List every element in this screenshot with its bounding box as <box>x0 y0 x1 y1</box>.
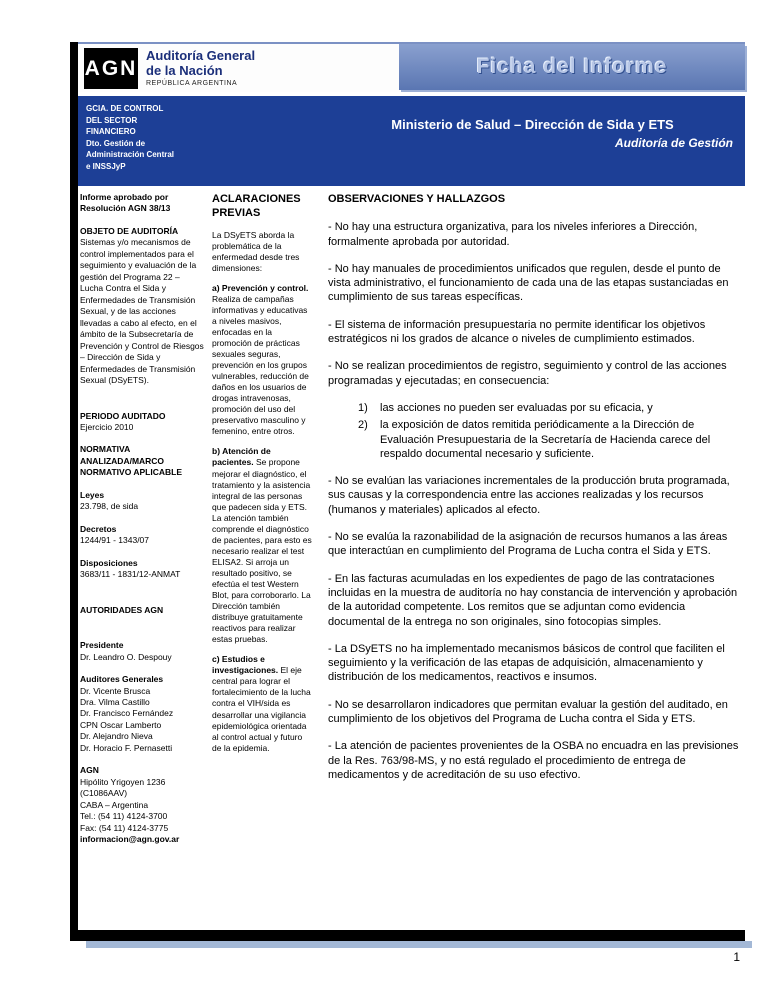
audit-title-block <box>328 117 737 150</box>
auditor-name: Dr. Vicente Brusca <box>80 685 151 696</box>
observation-item: - No hay manuales de procedimientos unificados que regulen, desde el punto de vista administrativo, el funcionamiento de cada una de las etapas sustanciadas en cumplimiento de sus tareas específicas. <box>328 262 729 304</box>
agn-contact-section <box>80 765 204 845</box>
left-sidebar <box>80 192 204 857</box>
org-name-line1: Auditoría General <box>146 48 256 63</box>
content-area <box>80 192 744 857</box>
left-black-strip <box>70 42 78 941</box>
autoridades-title: AUTORIDADES AGN <box>80 604 164 615</box>
auditor-name: CPN Oscar Lamberto <box>80 719 162 730</box>
observaciones-column <box>328 192 744 795</box>
decretos-title: Decretos <box>80 523 117 534</box>
page-number: 1 <box>733 950 740 964</box>
department-line: e INSSJyP <box>86 161 126 171</box>
agn-fax: Fax: (54 11) 4124-3775 <box>80 822 169 833</box>
title-band <box>78 96 745 186</box>
auditor-name: Dr. Alejandro Nieva <box>80 731 153 742</box>
auditor-name: Dr. Horacio F. Pernasetti <box>80 742 173 753</box>
header <box>78 42 745 92</box>
item-text: Se propone mejorar el diagnóstico, el tratamiento y la asistencia integral de las personas que padecen sida y ETS. La atención también comprende el diagnóstico de pacientes, para esto es necesario realizar el test ELISA2. Si arroja un resultado positivo, se efectúa el test Western Blot, para corroborarlo. La Dirección también distribuye gratuitamente reactivos para realizar estas pruebas. <box>212 457 312 645</box>
item-number: 1) <box>358 401 368 414</box>
observation-item: - No se desarrollaron indicadores que permitan evaluar la gestión del auditado, en cumplimiento de los objetivos del Programa de Lucha contra el Sida y ETS. <box>328 698 728 726</box>
department-line: FINANCIERO <box>86 127 136 137</box>
auditores-title: Auditores Generales <box>80 674 164 685</box>
disposiciones-text: 3683/11 - 1831/12-ANMAT <box>80 569 181 580</box>
item-lead: c) Estudios e investigaciones. <box>212 654 279 676</box>
objeto-section <box>80 226 204 387</box>
item-text: El eje central para lograr el fortalecimiento de la lucha contra el VIH/sida es desarrollar una vigilancia epidemiológica orientada al control actual y futuro de la epidemia. <box>212 665 311 753</box>
auditor-name: Dra. Vilma Castillo <box>80 697 150 707</box>
numbered-item <box>358 418 744 461</box>
disposiciones-title: Disposiciones <box>80 557 138 568</box>
auditor-name: Dr. Francisco Fernández <box>80 708 174 719</box>
agn-address-line: CABA – Argentina <box>80 799 149 810</box>
aclaraciones-item-a <box>212 283 314 438</box>
observation-item: - La atención de pacientes provenientes de la OSBA no encuadra en las previsiones de la Res. 763/98-MS, y no está regulado el procedimiento de entrega de medicamentos y de acreditación de su uso efectivo. <box>328 740 739 781</box>
org-country: REPÚBLICA ARGENTINA <box>146 80 238 88</box>
footer-black-bar <box>70 930 745 941</box>
normativa-title: NORMATIVA ANALIZADA/MARCO NORMATIVO APLICABLE <box>80 444 182 478</box>
leyes-section <box>80 490 204 513</box>
disposiciones-section <box>80 558 204 581</box>
observation-item: - En las facturas acumuladas en los expedientes de pago de las contrataciones incluidas en la muestra de auditoría no hay constancia de intervención y aprobación de la autoridad competente. Los remitos que se adjuntan como evidencia documental de la entrega no son originales, sino fotocopias simples. <box>328 572 738 628</box>
presidente-section <box>80 640 204 663</box>
agn-contact-title: AGN <box>80 765 99 776</box>
observaciones-title: OBSERVACIONES Y HALLAZGOS <box>328 193 506 205</box>
report-banner <box>399 44 745 90</box>
aclaraciones-item-b <box>212 446 314 645</box>
item-text: Realiza de campañas informativas y educativas a niveles masivos, enfocadas en la promoción de prácticas sexuales seguras, prevención en los grupos vulnerables, reducción de daños en los usuarios de drogas intravenosas, promoción del uso del preservativo masculino y femenino, entre otros. <box>212 293 309 437</box>
observation-numbered-list <box>358 401 744 461</box>
approved-note: Informe aprobado por Resolución AGN 38/13 <box>80 192 171 214</box>
periodo-text: Ejercicio 2010 <box>80 421 134 432</box>
leyes-text: 23.798, de sida <box>80 501 139 512</box>
periodo-title: PERIODO AUDITADO <box>80 410 166 421</box>
org-name-line2: de la Nación <box>146 62 223 78</box>
observation-item: - No se realizan procedimientos de registro, seguimiento y control de las acciones programadas y ejecutadas; en consecuencia: <box>328 360 727 387</box>
agn-address-line: Hipólito Yrigoyen 1236 <box>80 776 166 787</box>
item-lead: b) Atención de pacientes. <box>212 446 271 468</box>
agn-email: informacion@agn.gov.ar <box>80 834 180 845</box>
banner-title: Ficha del Informe <box>476 55 668 78</box>
periodo-section <box>80 411 204 434</box>
observation-item: - No se evalúan las variaciones incrementales de la producción bruta programada, sus causas y la correspondencia entre las acciones realizadas y los recursos (humanos y materiales) aplicados al efecto. <box>328 475 730 516</box>
leyes-title: Leyes <box>80 489 105 500</box>
presidente-name: Dr. Leandro O. Despouy <box>80 651 172 662</box>
decretos-text: 1244/91 - 1343/07 <box>80 535 150 546</box>
aclaraciones-item-c <box>212 654 314 753</box>
item-text: las acciones no pueden ser evaluadas por su eficacia, y <box>380 401 653 414</box>
agn-logo-letters: AGN <box>84 56 138 80</box>
item-lead: a) Prevención y control. <box>212 282 309 293</box>
observation-item: - No se evalúa la razonabilidad de la asignación de recursos humanos a las áreas que interactúan en cumplimiento del Programa de Lucha contra el Sida y ETS. <box>328 531 728 558</box>
observation-item: - El sistema de información presupuestaria no permite identificar los objetivos estratégicos ni los grados de alcance o niveles de cumplimiento estimados. <box>328 318 706 346</box>
department-line: Administración Central <box>86 150 175 160</box>
item-text: la exposición de datos remitida periódicamente a la Dirección de Evaluación Presupuestaria de la Secretaría de Hacienda carece del respaldo documental necesario y suficiente. <box>380 419 711 460</box>
observation-item: - No hay una estructura organizativa, para los niveles inferiores a Dirección, formalmente aprobada por autoridad. <box>328 221 698 248</box>
aclaraciones-title: ACLARACIONES PREVIAS <box>212 193 301 220</box>
numbered-item <box>358 401 744 415</box>
department-block <box>86 103 174 173</box>
audit-type: Auditoría de Gestión <box>614 136 733 150</box>
objeto-text: Sistemas y/o mecanismos de control implementados para el seguimiento y evaluación de la gestión del Programa 22 – Lucha Contra el Sida y Enfermedades de Transmisión Sexual, y de las acciones llevadas a cabo al efecto, en el ámbito de la Subsecretaría de Prevención y Control de Riesgos – Dirección de Sida y Enfermedades de Transmisión Sexual (DSyETS). <box>80 237 204 386</box>
presidente-title: Presidente <box>80 640 124 651</box>
agn-phone: Tel.: (54 11) 4124-3700 <box>80 811 168 822</box>
aclaraciones-column <box>212 192 314 763</box>
objeto-title: OBJETO DE AUDITORÍA <box>80 225 179 236</box>
agn-address-line: (C1086AAV) <box>80 788 128 799</box>
item-number: 2) <box>358 419 368 432</box>
observation-item: - La DSyETS no ha implementado mecanismos básicos de control que faciliten el seguimiento y la verificación de las etapas de adquisición, almacenamiento y distribución de los medicamentos, reactivos e insumos. <box>328 642 725 684</box>
decretos-section <box>80 524 204 547</box>
department-line: GCIA. DE CONTROL <box>86 104 164 113</box>
agn-logo <box>84 48 138 89</box>
aclaraciones-intro: La DSyETS aborda la problemática de la enfermedad desde tres dimensiones: <box>212 229 300 273</box>
org-name-block <box>146 49 255 87</box>
auditores-section <box>80 674 204 754</box>
footer-blue-bar <box>86 941 752 948</box>
ministry-title: Ministerio de Salud – Dirección de Sida y ETS <box>391 117 674 132</box>
department-line: DEL SECTOR <box>86 115 138 125</box>
department-line: Dto. Gestión de <box>86 138 146 148</box>
